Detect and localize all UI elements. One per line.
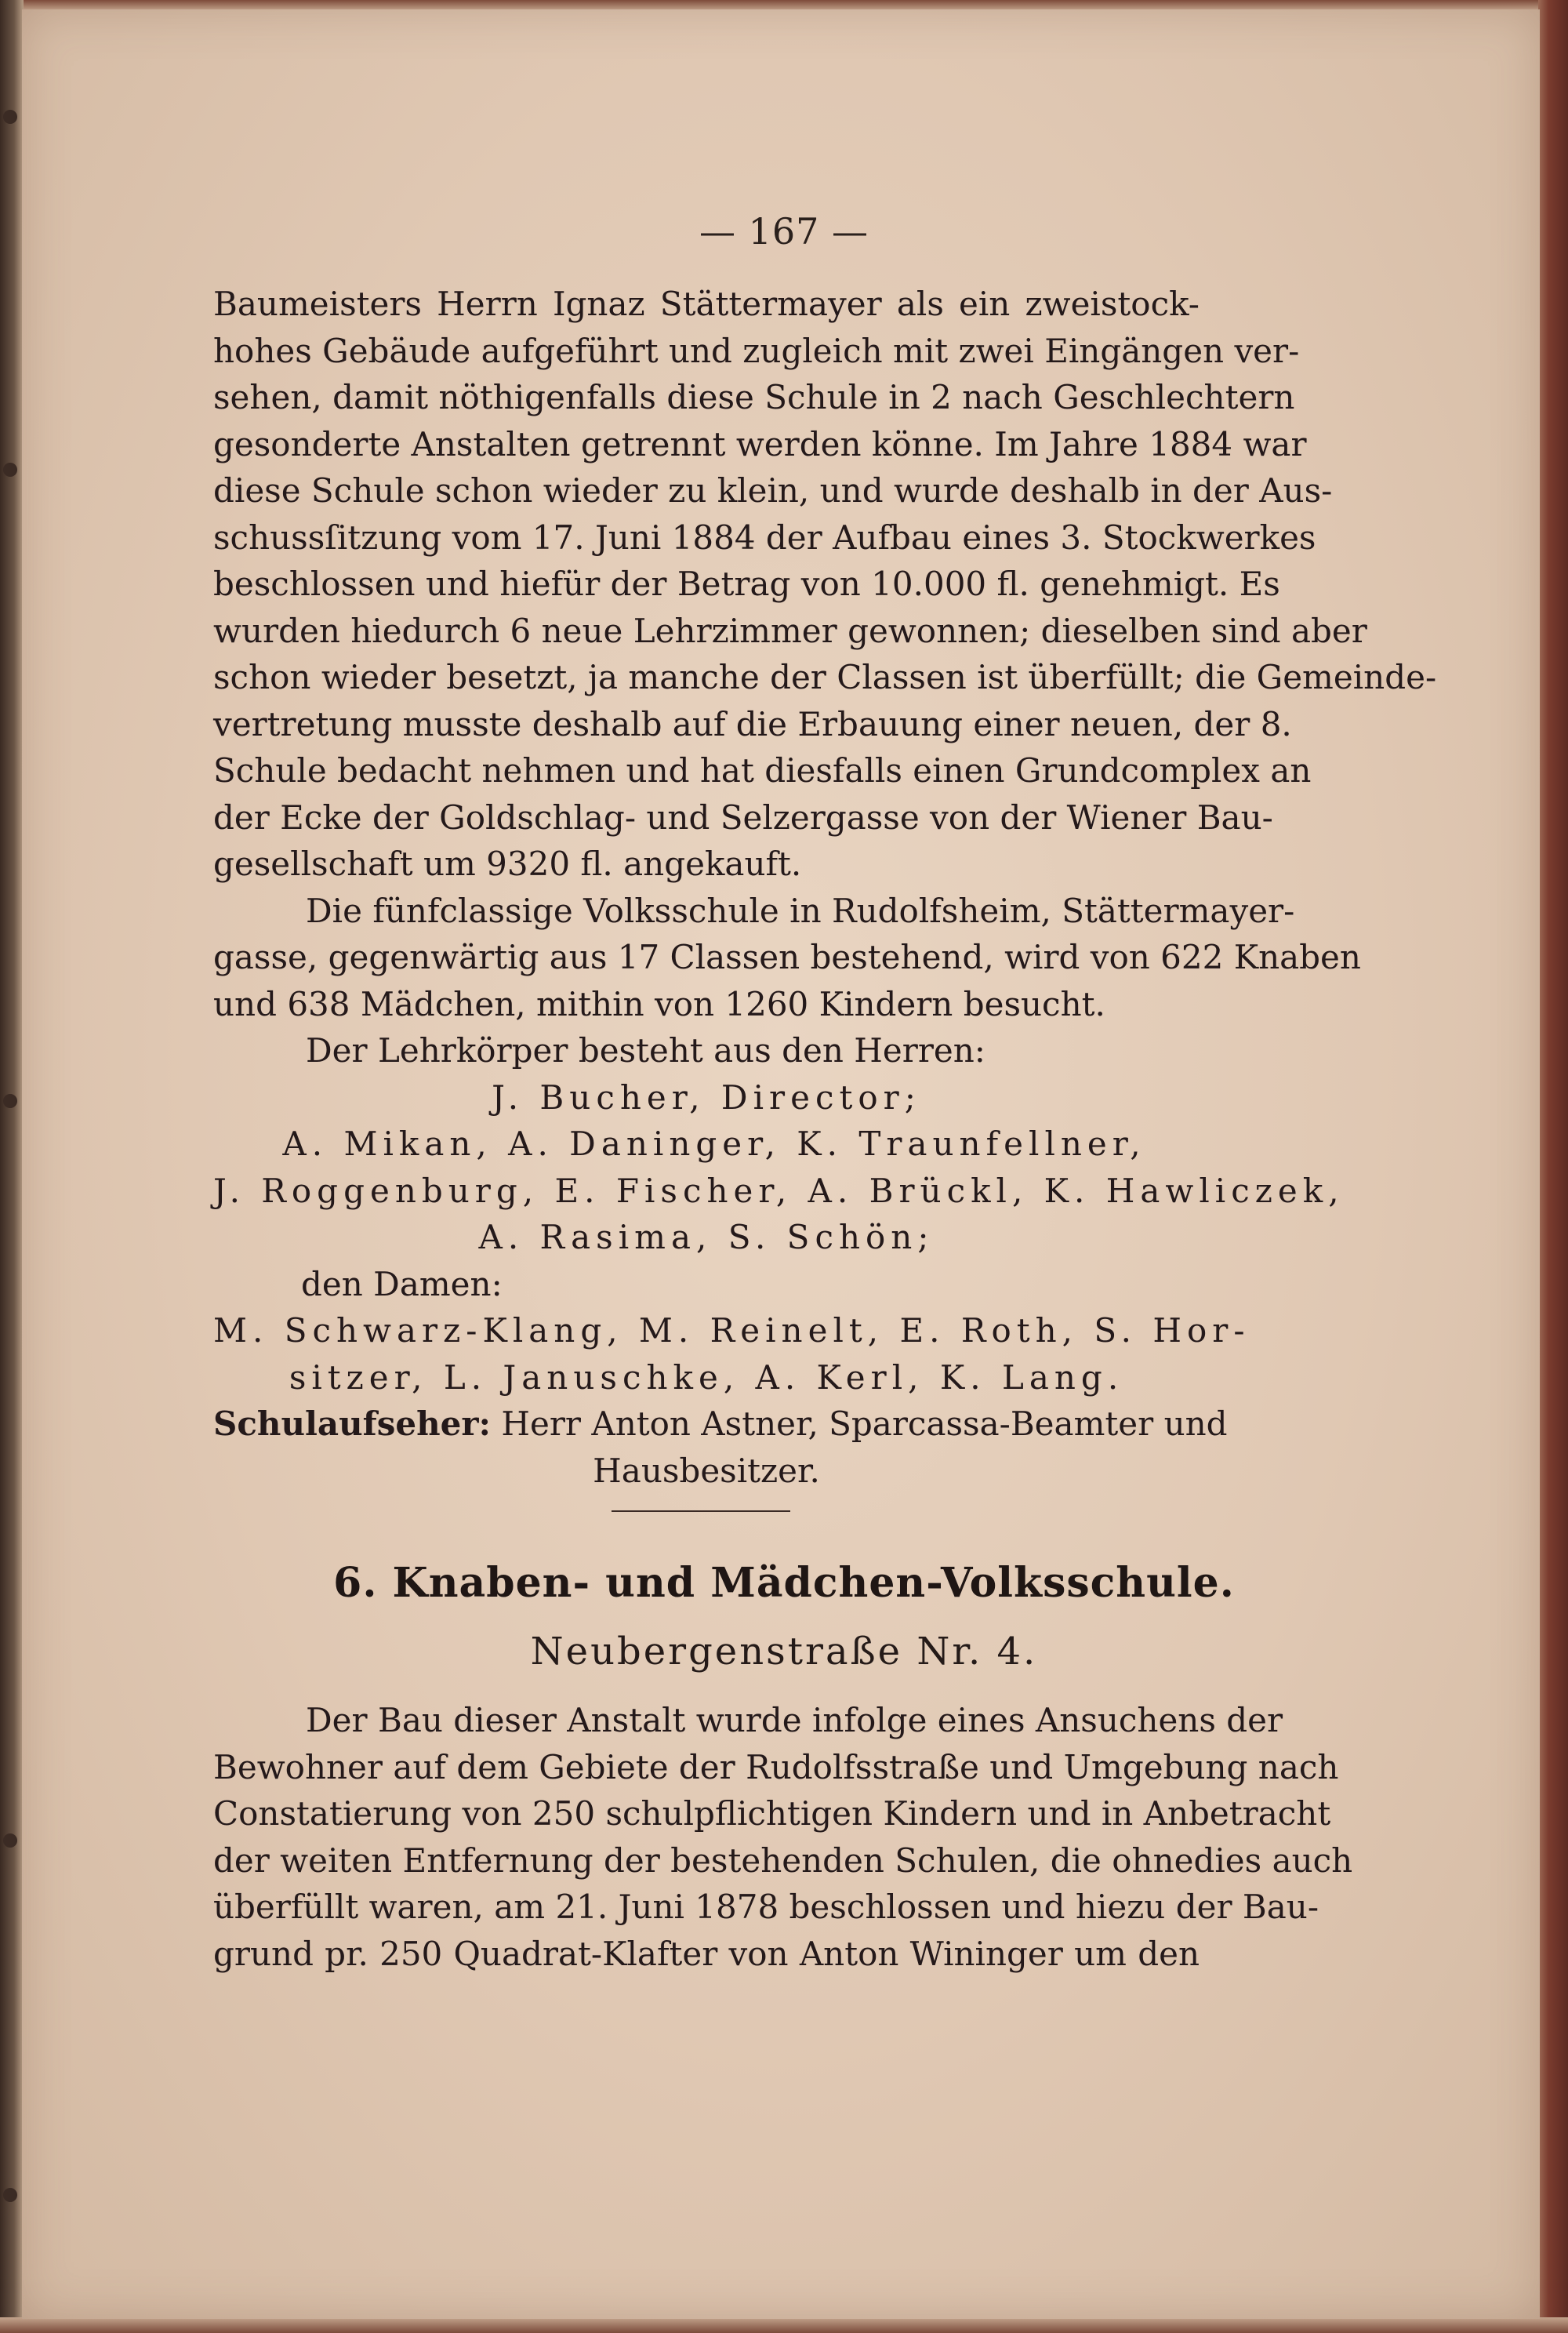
page-number: — 167 —	[699, 210, 869, 253]
binding-hole	[3, 2188, 17, 2202]
staff-list	[213, 1027, 1345, 1494]
paragraph-enrolment	[213, 888, 1361, 1028]
staff-ladies-line: sitzer, L. Januschke, A. Kerl, K. Lang.	[289, 1357, 1124, 1397]
text-line: überfüllt waren, am 21. Juni 1878 beschlossen und hiezu der Bau-	[213, 1888, 1319, 1926]
text-line: beschlossen und hiefür der Betrag von 10.000 fl. genehmigt. Es	[213, 565, 1280, 603]
section-title: 6. Knaben- und Mädchen-Volksschule.	[333, 1559, 1235, 1607]
staff-intro: Der Lehrkörper besteht aus den Herren:	[306, 1031, 985, 1070]
staff-teachers-line: J. Roggenburg, E. Fischer, A. Brückl, K. Hawliczek,	[213, 1171, 1345, 1210]
binding-hole	[3, 1094, 17, 1108]
text-line: schussſitzung vom 17. Juni 1884 der Aufbau eines 3. Stockwerkes	[213, 518, 1316, 557]
text-line: Der Bau dieser Anstalt wurde infolge eines Ansuchens der	[306, 1701, 1283, 1739]
text-line: grund pr. 250 Quadrat-Klafter von Anton Wininger um den	[213, 1934, 1200, 1973]
text-line: Constatierung von 250 schulpflichtigen Kindern und in Anbetracht	[213, 1794, 1331, 1833]
text-line: hohes Gebäude aufgeführt und zugleich mit zwei Eingängen ver-	[213, 331, 1300, 370]
text-line: vertretung musste deshalb auf die Erbauung einer neuen, der 8.	[213, 704, 1292, 743]
text-line: sehen, damit nöthigenfalls diese Schule in 2 nach Geschlechtern	[213, 378, 1295, 416]
text-line: der Ecke der Goldschlag- und Selzergasse von der Wiener Bau-	[213, 798, 1273, 837]
binding-hole	[3, 463, 17, 477]
paragraph-construction	[213, 281, 1437, 888]
text-line: Bewohner auf dem Gebiete der Rudolfsstraße und Umgebung nach	[213, 1747, 1339, 1786]
page-bottom-edge	[0, 2317, 1568, 2333]
text-line: gasse, gegenwärtig aus 17 Classen bestehend, wird von 622 Knaben	[213, 938, 1361, 976]
text-line: Schule bedacht nehmen und hat diesfalls einen Grundcomplex an	[213, 751, 1312, 790]
inspector-label: Schulaufseher:	[213, 1405, 492, 1443]
text-line: und 638 Mädchen, mithin von 1260 Kindern besucht.	[213, 984, 1105, 1023]
text-line: Die fünfclassige Volksschule in Rudolfsheim, Stättermayer-	[306, 891, 1295, 930]
binding-left-edge	[0, 0, 24, 2333]
staff-director: J. Bucher, Director;	[492, 1077, 921, 1117]
main-text	[213, 281, 1437, 1494]
text-line: der weiten Entfernung der bestehenden Schulen, die ohnedies auch	[213, 1841, 1353, 1880]
binding-hole	[3, 1833, 17, 1848]
inspector-line	[213, 1401, 1228, 1448]
text-line: diese Schule schon wieder zu klein, und wurde deshalb in der Aus-	[213, 471, 1333, 510]
inspector-text: Herr Anton Astner, Sparcassa-Beamter und	[501, 1405, 1228, 1443]
text-line: gesonderte Anstalten getrennt werden könne. Im Jahre 1884 war	[213, 424, 1307, 463]
inspector-line-2: Hausbesitzer.	[593, 1451, 820, 1490]
staff-teachers-line: A. Mikan, A. Daninger, K. Traunfellner,	[282, 1125, 1146, 1163]
staff-ladies-intro: den Damen:	[301, 1264, 503, 1303]
text-line: wurden hiedurch 6 neue Lehrzimmer gewonnen; dieselben sind aber	[213, 611, 1367, 650]
text-line: schon wieder besetzt, ja manche der Classen ist überfüllt; die Gemeinde-	[213, 658, 1437, 696]
section-divider	[612, 1510, 790, 1512]
text-line: Baumeisters Herrn Ignaz Stättermayer als ein zweistock-	[213, 285, 1200, 323]
binding-hole	[3, 110, 17, 124]
text-line: gesellschaft um 9320 fl. angekauft.	[213, 845, 802, 883]
binding-right-edge	[1538, 0, 1568, 2333]
section-text	[213, 1697, 1353, 1977]
section-subtitle: Neubergenstraße Nr. 4.	[530, 1630, 1038, 1673]
staff-teachers-line: A. Rasima, S. Schön;	[478, 1218, 935, 1256]
staff-ladies-line: M. Schwarz-Klang, M. Reinelt, E. Roth, S. Hor-	[213, 1311, 1250, 1350]
